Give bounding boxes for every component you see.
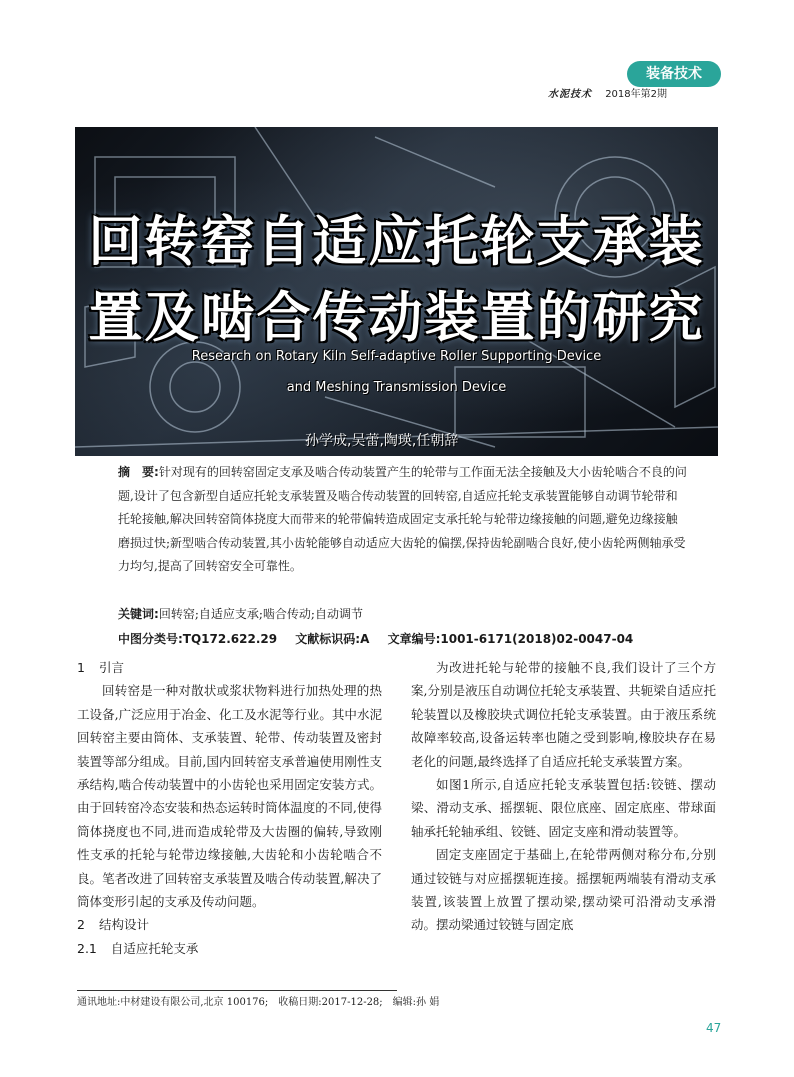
paragraph: 回转窑是一种对散状或浆状物料进行加热处理的热工设备,广泛应用于冶金、化工及水泥等行业。其中水泥回转窑主要由筒体、支承装置、轮带、传动装置及密封装置等部分组成。目前,国内回转窑支承普遍使用刚性支承结构,啮合传动装置中的小齿轮也采用固定安装方式。由于回转窑冷态安装和热态运转时筒体温度的不同,使得筒体挠度也不同,进而造成轮带及大齿圈的偏转,导致刚性支承的托轮与轮带边缘接触,大齿轮和小齿轮啮合不良。笔者改进了回转窑支承装置及啮合传动装置,解决了筒体变形引起的支承及传动问题。 (77, 683, 382, 910)
section-heading-intro (77, 656, 382, 679)
issue-label: 2018年第2期 (605, 89, 667, 100)
keywords-label: 关键词: (118, 607, 159, 621)
abstract-text: 针对现有的回转窑固定支承及啮合传动装置产生的轮带与工作面无法全接触及大小齿轮啮合不良的问题,设计了包含新型自适应托轮支承装置及啮合传动装置的回转窑,自适应托轮支承装置能够自动调节轮带和托轮接触,解决回转窑筒体挠度大而带来的轮带偏转造成固定支承托轮与轮带边缘接触的问题,避免边缘接触磨损过快;新型啮合传动装置,其小齿轮能够自动适应大齿轮的偏摆,保持齿轮副啮合良好,使小齿轮两侧轴承受力均匀,提高了回转窑安全可靠性。 (118, 465, 687, 573)
title-line-1: 回转窑自适应托轮支承装 (88, 210, 705, 273)
right-column (411, 656, 716, 937)
classification-line (118, 630, 647, 647)
authors: 孙学成,吴蕾,陶瑛,任朝辞 (305, 433, 459, 449)
subsection-title: 自适应托轮支承 (110, 940, 199, 956)
document-code: 文献标识码:A (295, 632, 370, 646)
subsection-number: 2.1 (77, 940, 97, 956)
abstract (118, 461, 688, 579)
abstract-label: 摘 要: (118, 465, 159, 479)
section-title: 引言 (98, 660, 124, 675)
section-heading-design (77, 913, 382, 936)
english-title-line-1: Research on Rotary Kiln Self-adaptive Roller Supporting Device (191, 349, 602, 364)
left-column (77, 656, 382, 960)
subsection-heading (77, 937, 382, 960)
paragraph: 为改进托轮与轮带的接触不良,我们设计了三个方案,分别是液压自动调位托轮支承装置、共轭梁自适应托轮装置以及橡胶块式调位托轮支承装置。由于液压系统故障率较高,设备运转率也随之受到影响,橡胶块存在易老化的问题,最终选择了自适应托轮支承装置方案。 (411, 660, 716, 769)
page-number: 47 (706, 1021, 722, 1035)
journal-header (548, 85, 667, 100)
keywords (118, 605, 363, 622)
title-line-2: 置及啮合传动装置的研究 (88, 286, 705, 349)
footnote-divider (77, 990, 397, 991)
section-badge: 装备技术 (627, 61, 721, 87)
paragraph: 如图1所示,自适应托轮支承装置包括:铰链、摆动梁、滑动支承、摇摆轭、限位底座、固定底座、带球面轴承托轮轴承组、铰链、固定支座和滑动装置等。 (411, 777, 716, 839)
footnote: 通讯地址:中材建设有限公司,北京 100176; 收稿日期:2017-12-28; 编辑:孙 娟 (77, 997, 440, 1008)
section-title: 结构设计 (98, 917, 149, 933)
english-title-line-2: and Meshing Transmission Device (286, 380, 507, 395)
hero-banner (75, 127, 718, 456)
article-number: 文章编号:1001-6171(2018)02-0047-04 (387, 632, 634, 646)
keywords-text: 回转窑;自适应支承;啮合传动;自动调节 (158, 607, 363, 621)
paragraph: 固定支座固定于基础上,在轮带两侧对称分布,分别通过铰链与对应摇摆轭连接。摇摆轭两端装有滑动支承装置,该装置上放置了摆动梁,摆动梁可沿滑动支承滑动。摆动梁通过铰链与固定底 (411, 847, 716, 933)
journal-name: 水泥技术 (548, 89, 592, 100)
section-number: 1 (77, 660, 85, 675)
section-number: 2 (77, 917, 85, 933)
clc-number: 中图分类号:TQ172.622.29 (118, 632, 278, 646)
